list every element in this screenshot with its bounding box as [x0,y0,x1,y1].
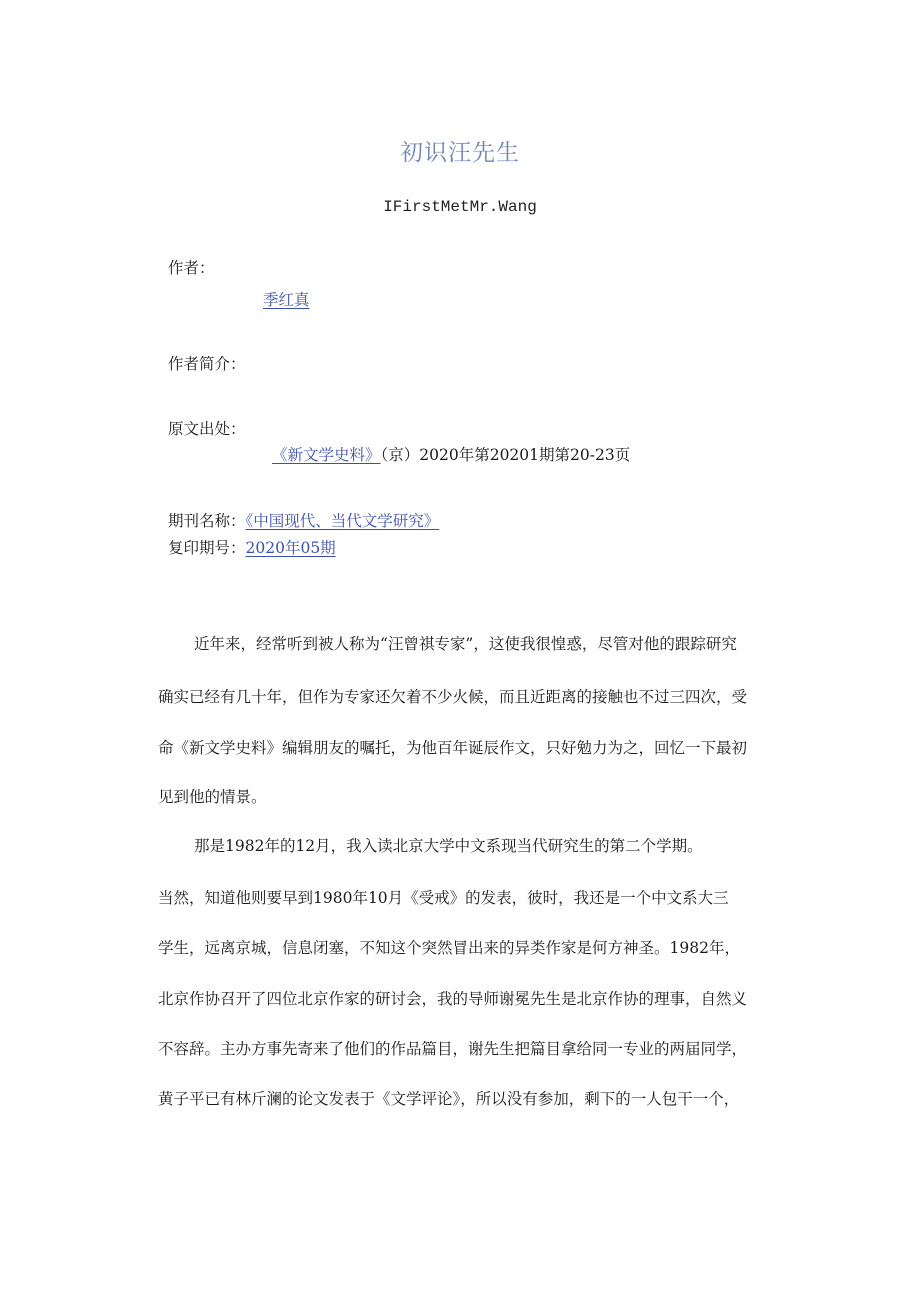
body-line: 见到他的情景。 [158,788,267,806]
body-line: 学生，远离京城，信息闭塞，不知这个突然冒出来的异类作家是何方神圣。1982年， [158,939,740,957]
source-label: 原文出处： [168,420,246,438]
periodical-label: 期刊名称： [168,512,246,530]
body-line: 确实已经有几十年，但作为专家还欠着不少火候，而且近距离的接触也不过三四次，受 [158,688,748,706]
body-line: 命《新文学史料》编辑朋友的嘱托，为他百年诞辰作文，只好勉力为之，回忆一下最初 [158,739,748,757]
article-title: 初识汪先生 [400,140,520,166]
author-name-link[interactable]: 季红真 [263,291,310,309]
reprint-issue-link[interactable]: 2020年05期 [245,539,336,557]
source-journal-link[interactable]: 《新文学史料》 [272,446,381,464]
author-label: 作者： [168,259,215,277]
reprint-line [168,536,336,558]
body-line: 当然，知道他则要早到1980年10月《受戒》的发表，彼时，我还是一个中文系大三 [158,889,729,907]
source-detail: （京）2020年第20201期第20-23页 [380,446,631,464]
periodical-name-link[interactable]: 《中国现代、当代文学研究》 [245,512,440,530]
body-line: 近年来，经常听到被人称为“汪曾祺专家”，这使我很惶惑，尽管对他的跟踪研究 [194,635,737,653]
article-subtitle: IFirstMetMr.Wang [383,198,537,216]
body-line: 那是1982年的12月，我入读北京大学中文系现当代研究生的第二个学期。 [194,837,703,855]
source-line [272,443,630,465]
body-line: 黄子平已有林斤澜的论文发表于《文学评论》，所以没有参加，剩下的一人包干一个， [158,1090,740,1108]
reprint-label: 复印期号： [168,539,246,557]
periodical-line [168,509,439,531]
author-intro-label: 作者简介： [168,355,246,373]
body-line: 不容辞。主办方事先寄来了他们的作品篇目，谢先生把篇目拿给同一专业的两届同学， [158,1040,748,1058]
body-line: 北京作协召开了四位北京作家的研讨会，我的导师谢冕先生是北京作协的理事，自然义 [158,990,748,1008]
